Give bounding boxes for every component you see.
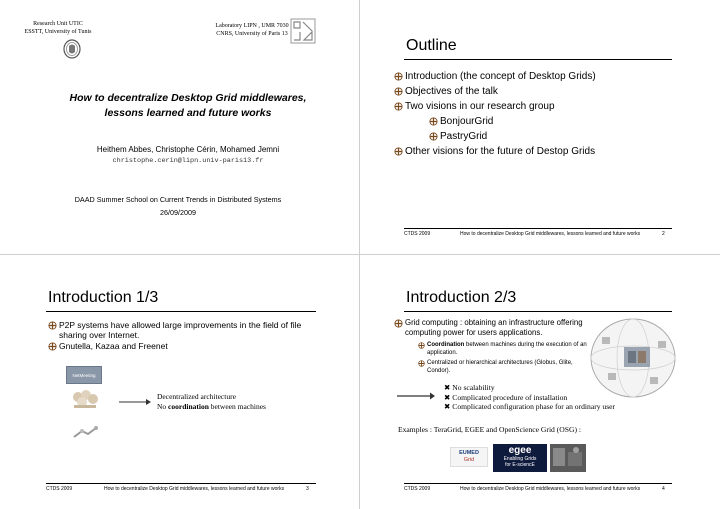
arrow-icon	[396, 392, 436, 400]
cross-bullet-icon	[394, 102, 403, 111]
eumed-grid-logo: EUMED Grid	[450, 447, 488, 467]
outline-item: Two visions in our research group	[394, 101, 555, 112]
cross-bullet-icon	[394, 72, 403, 81]
footer-conference: CTDS 2009	[46, 486, 73, 492]
slide-title: Outline	[406, 37, 457, 54]
cross-bullet-icon	[394, 147, 403, 156]
footer-talk-title: How to decentralize Desktop Grid middlewares, lessons learned and future works	[104, 486, 285, 492]
university-logo	[62, 38, 82, 60]
arrow-icon	[118, 398, 152, 406]
footer-page-number: 4	[662, 486, 665, 492]
footer-talk-title: How to decentralize Desktop Grid middlewares, lessons learned and future works	[460, 486, 641, 492]
authors: Heithem Abbes, Christophe Cérin, Mohamed Jemni	[96, 145, 280, 154]
author-email[interactable]: christophe.cerin@lipn.univ-paris13.fr	[112, 157, 264, 165]
examples-text: Examples : TeraGrid, EGEE and OpenScience Grid (OSG) :	[398, 425, 582, 434]
left-affiliation: Research Unit UTIC ESSTT, University of Tunis	[24, 21, 92, 35]
talk-title: How to decentralize Desktop Grid middlewares, lessons learned and future works	[69, 92, 307, 119]
title-rule	[404, 59, 672, 60]
slide-3	[0, 255, 359, 509]
outline-item: Objectives of the talk	[394, 86, 498, 97]
right-affiliation: Laboratory LIPN , UMR 7030 CNRS, University of Paris 13	[215, 23, 289, 37]
cross-bullet-icon	[48, 321, 57, 330]
lipn-logo	[290, 18, 316, 44]
architecture-caption: Decentralized architecture No coordination between machines	[157, 392, 266, 411]
cross-mark-icon: ✖	[444, 383, 451, 392]
grid-computing-item: Grid computing : obtaining an infrastructure offering computing power for users applications.	[394, 318, 610, 338]
slide-1	[0, 0, 359, 254]
outline-subitem: PastryGrid	[429, 131, 487, 142]
netmeeting-logo: NetMeeting	[66, 366, 102, 384]
cross-bullet-icon	[394, 319, 403, 328]
event-name: DAAD Summer School on Current Trends in Distributed Systems	[74, 195, 282, 204]
osg-photo	[550, 444, 586, 472]
footer-page-number: 3	[306, 486, 309, 492]
footer-conference: CTDS 2009	[404, 231, 431, 237]
grid-subitem: Coordination between machines during the execution of an application.	[418, 341, 610, 357]
cross-bullet-icon	[429, 132, 438, 141]
footer-rule	[404, 483, 672, 484]
footer-rule	[46, 483, 316, 484]
outline-item: Introduction (the concept of Desktop Grids)	[394, 71, 596, 82]
cross-mark-icon: ✖	[444, 392, 451, 402]
slide-2	[360, 0, 720, 254]
slide-title: Introduction 1/3	[48, 289, 159, 306]
outline-item: Other visions for the future of Destop Grids	[394, 146, 595, 157]
outline-subitem: BonjourGrid	[429, 116, 493, 127]
grid-subitem: Centralized or hierarchical architectures (Globus, Glite, Condor).	[418, 359, 578, 375]
network-cloud-icon	[70, 389, 100, 411]
title-rule	[46, 311, 316, 312]
footer-conference: CTDS 2009	[404, 486, 431, 492]
footer-rule	[404, 228, 672, 229]
slide-title: Introduction 2/3	[406, 289, 517, 306]
cross-bullet-icon	[429, 117, 438, 126]
slide-4	[360, 255, 720, 509]
cross-bullet-icon	[48, 342, 57, 351]
cross-bullet-icon	[418, 360, 425, 367]
drawbacks-list: ✖ No scalability ✖ Complicated procedure of installation ✖ Complicated configuration phase for an ordinary user	[444, 383, 616, 411]
intro-item: P2P systems have allowed large improvements in the field of file sharing over Internet.	[48, 320, 308, 340]
file-sharing-icon	[72, 425, 98, 441]
cross-bullet-icon	[394, 87, 403, 96]
cross-mark-icon: ✖	[444, 402, 451, 411]
title-rule	[404, 311, 672, 312]
intro-item: Gnutella, Kazaa and Freenet	[48, 341, 168, 351]
footer-page-number: 2	[662, 231, 665, 237]
cross-bullet-icon	[418, 342, 425, 349]
egee-logo: egee Enabling Grids for E-sciencE	[493, 444, 547, 472]
event-date: 26/09/2009	[160, 208, 196, 217]
footer-talk-title: How to decentralize Desktop Grid middlewares, lessons learned and future works	[460, 231, 641, 237]
